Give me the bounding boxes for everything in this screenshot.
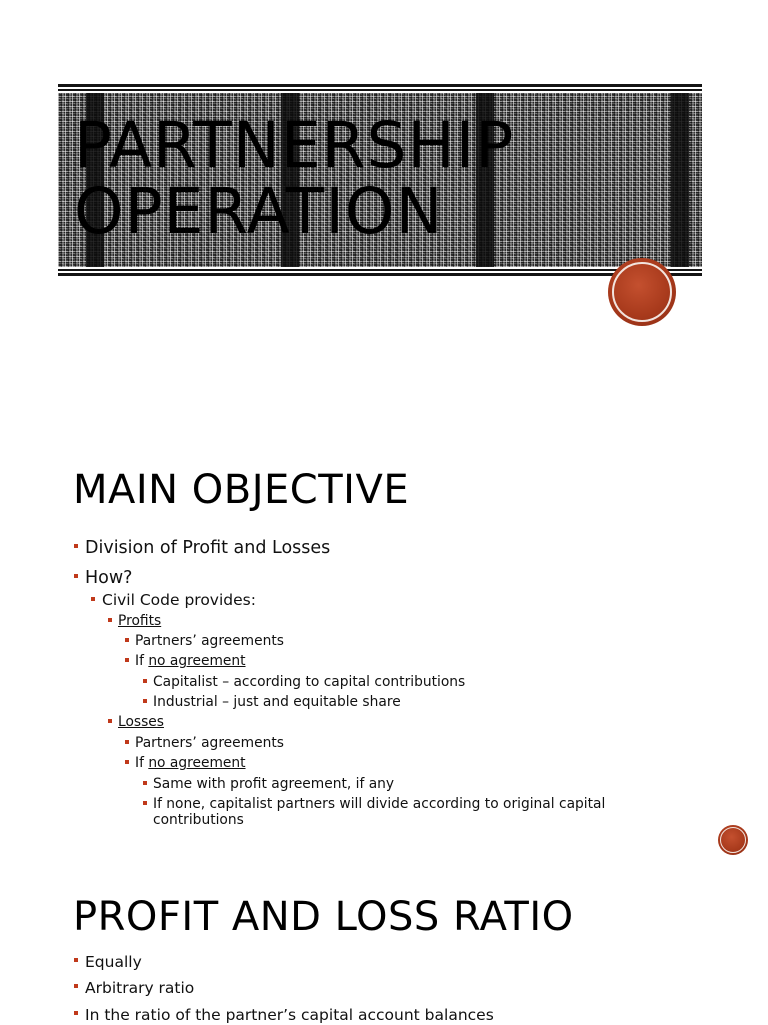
list-item: In the ratio of the partner’s capital account balances (73, 1005, 713, 1025)
list-item: Partners’ agreements (124, 633, 704, 650)
list-item: If no agreement (124, 755, 704, 772)
losses-label: Losses (118, 714, 164, 730)
list-item (107, 613, 707, 630)
list-item: Partners’ agreements (124, 735, 704, 752)
title-line-1: PARTNERSHIP (74, 109, 515, 182)
losses-no-agreement-list (142, 776, 642, 828)
list-item (107, 714, 707, 731)
banner-bottom-rule-inner (58, 269, 702, 271)
profits-no-agreement-list (142, 674, 702, 710)
list-item: Equally (73, 952, 713, 972)
losses-sublist (124, 735, 704, 772)
circle-ornament-icon (608, 258, 676, 326)
list-item: Industrial – just and equitable share (142, 694, 702, 710)
list-item: If no agreement (124, 653, 704, 670)
banner-top-rule-inner (58, 89, 702, 91)
list-item: If none, capitalist partners will divide according to original capital contributions (142, 796, 642, 828)
list-item: How? (73, 567, 713, 589)
circle-ornament-small-icon (718, 825, 748, 855)
presentation-title (74, 109, 515, 248)
profits-label: Profits (118, 613, 162, 629)
profit-loss-ratio-heading: PROFIT AND LOSS RATIO (73, 894, 574, 940)
ratio-bullet-list (73, 952, 713, 1025)
profits-list (107, 613, 707, 630)
civil-code-list (90, 591, 710, 610)
list-item: Capitalist – according to capital contributions (142, 674, 702, 690)
title-banner (58, 93, 702, 267)
banner-bottom-rule (58, 273, 702, 276)
profits-sublist (124, 633, 704, 670)
main-objective-heading: MAIN OBJECTIVE (73, 467, 410, 513)
banner-top-rule (58, 84, 702, 87)
list-item: Civil Code provides: (90, 591, 710, 610)
title-line-2: OPERATION (74, 175, 444, 248)
list-item: Division of Profit and Losses (73, 537, 713, 559)
list-item: Arbitrary ratio (73, 978, 713, 998)
list-item: Same with profit agreement, if any (142, 776, 642, 792)
objective-bullet-list (73, 537, 713, 589)
losses-list (107, 714, 707, 731)
